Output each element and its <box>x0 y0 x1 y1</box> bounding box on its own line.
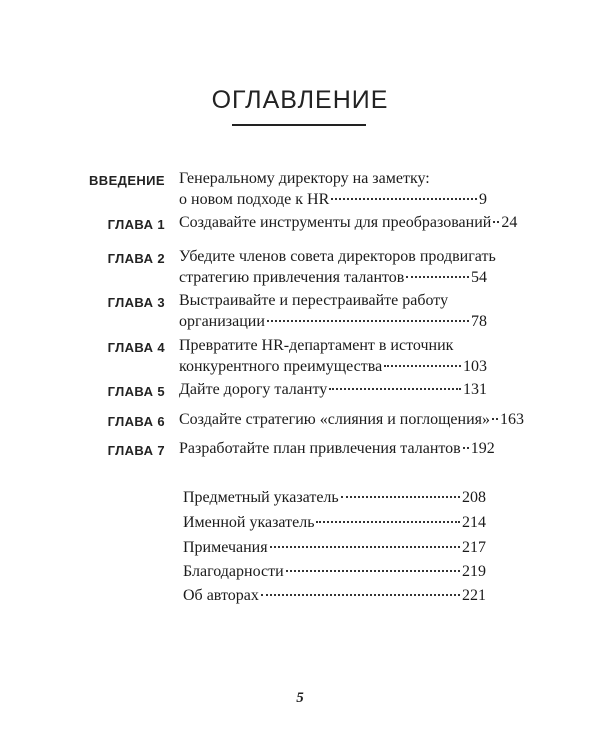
toc-entry-chapter-4[interactable] <box>179 335 487 377</box>
toc-entry-acknowledgements[interactable] <box>183 561 486 582</box>
chapter-label-intro: ВВЕДЕНИЕ <box>89 173 165 188</box>
chapter-label-2: ГЛАВА 2 <box>107 251 165 266</box>
toc-page-number: 78 <box>471 313 487 330</box>
toc-entry-text: Создайте стратегию «слияния и поглощения» <box>179 411 491 428</box>
toc-page-number: 24 <box>501 214 518 231</box>
toc-entry-text: Благодарности <box>183 563 284 580</box>
toc-entry-text: Генеральному директору на заметку: <box>179 170 430 187</box>
toc-entry-chapter-5[interactable] <box>179 379 487 400</box>
toc-page-number: 214 <box>462 514 486 531</box>
chapter-label-1: ГЛАВА 1 <box>107 217 165 232</box>
dot-leader <box>270 546 460 548</box>
toc-page-number: 103 <box>463 358 487 375</box>
dot-leader <box>261 594 460 596</box>
toc-entry-text: Дайте дорогу таланту <box>179 381 328 398</box>
toc-entry-text: Превратите HR-департамент в источник <box>179 337 454 354</box>
toc-entry-subject-index[interactable] <box>183 487 486 508</box>
toc-entry-about-authors[interactable] <box>183 585 486 606</box>
dot-leader <box>286 570 460 572</box>
toc-entry-notes[interactable] <box>183 537 486 558</box>
toc-page-number: 163 <box>500 411 525 428</box>
page-title: ОГЛАВЛЕНИЕ <box>211 86 389 114</box>
toc-entry-text: конкурентного преимущества <box>179 358 383 375</box>
toc-page-number: 54 <box>471 269 487 286</box>
toc-entry-text: Примечания <box>183 539 268 556</box>
toc-entry-text: Предметный указатель <box>183 489 339 506</box>
toc-page-number: 208 <box>462 489 486 506</box>
toc-entry-chapter-6[interactable] <box>179 409 525 430</box>
toc-entry-text: Создавайте инструменты для преобразований <box>179 214 492 231</box>
toc-entry-text: Выстраивайте и перестраивайте работу <box>179 292 449 309</box>
page-number: 5 <box>296 690 304 706</box>
toc-page-number: 217 <box>462 539 486 556</box>
chapter-label-6: ГЛАВА 6 <box>107 414 165 429</box>
toc-page-number: 192 <box>470 440 495 457</box>
toc-entry-text: о новом подходе к HR <box>179 191 330 208</box>
toc-page-number: 219 <box>462 563 486 580</box>
dot-leader <box>267 320 469 322</box>
dot-leader <box>329 388 461 390</box>
toc-entry-intro[interactable] <box>179 168 487 210</box>
toc-entry-text: организации <box>179 313 265 330</box>
chapter-label-5: ГЛАВА 5 <box>107 384 165 399</box>
dot-leader <box>492 418 498 420</box>
dot-leader <box>331 198 477 200</box>
chapter-label-3: ГЛАВА 3 <box>107 295 165 310</box>
dot-leader <box>463 447 469 449</box>
toc-entry-name-index[interactable] <box>183 512 486 533</box>
toc-entry-text: Убедите членов совета директоров продвигать <box>179 248 496 265</box>
toc-page-number: 221 <box>462 587 486 604</box>
toc-entry-chapter-2[interactable] <box>179 246 496 288</box>
toc-entry-text: стратегию привлечения талантов <box>179 269 405 286</box>
toc-entry-chapter-1[interactable] <box>179 212 518 233</box>
dot-leader <box>406 276 469 278</box>
toc-entry-text: Разработайте план привлечения талантов <box>179 440 461 457</box>
dot-leader <box>316 521 460 523</box>
title-divider <box>232 124 366 126</box>
toc-entry-text: Именной указатель <box>183 514 315 531</box>
toc-entry-chapter-7[interactable] <box>179 438 495 459</box>
toc-page-number: 131 <box>463 381 487 398</box>
dot-leader <box>341 496 460 498</box>
chapter-label-4: ГЛАВА 4 <box>107 340 165 355</box>
toc-entry-text: Об авторах <box>183 587 259 604</box>
chapter-label-7: ГЛАВА 7 <box>107 443 165 458</box>
toc-entry-chapter-3[interactable] <box>179 290 487 332</box>
toc-page-number: 9 <box>479 191 487 208</box>
dot-leader <box>384 365 461 367</box>
dot-leader <box>493 221 499 223</box>
